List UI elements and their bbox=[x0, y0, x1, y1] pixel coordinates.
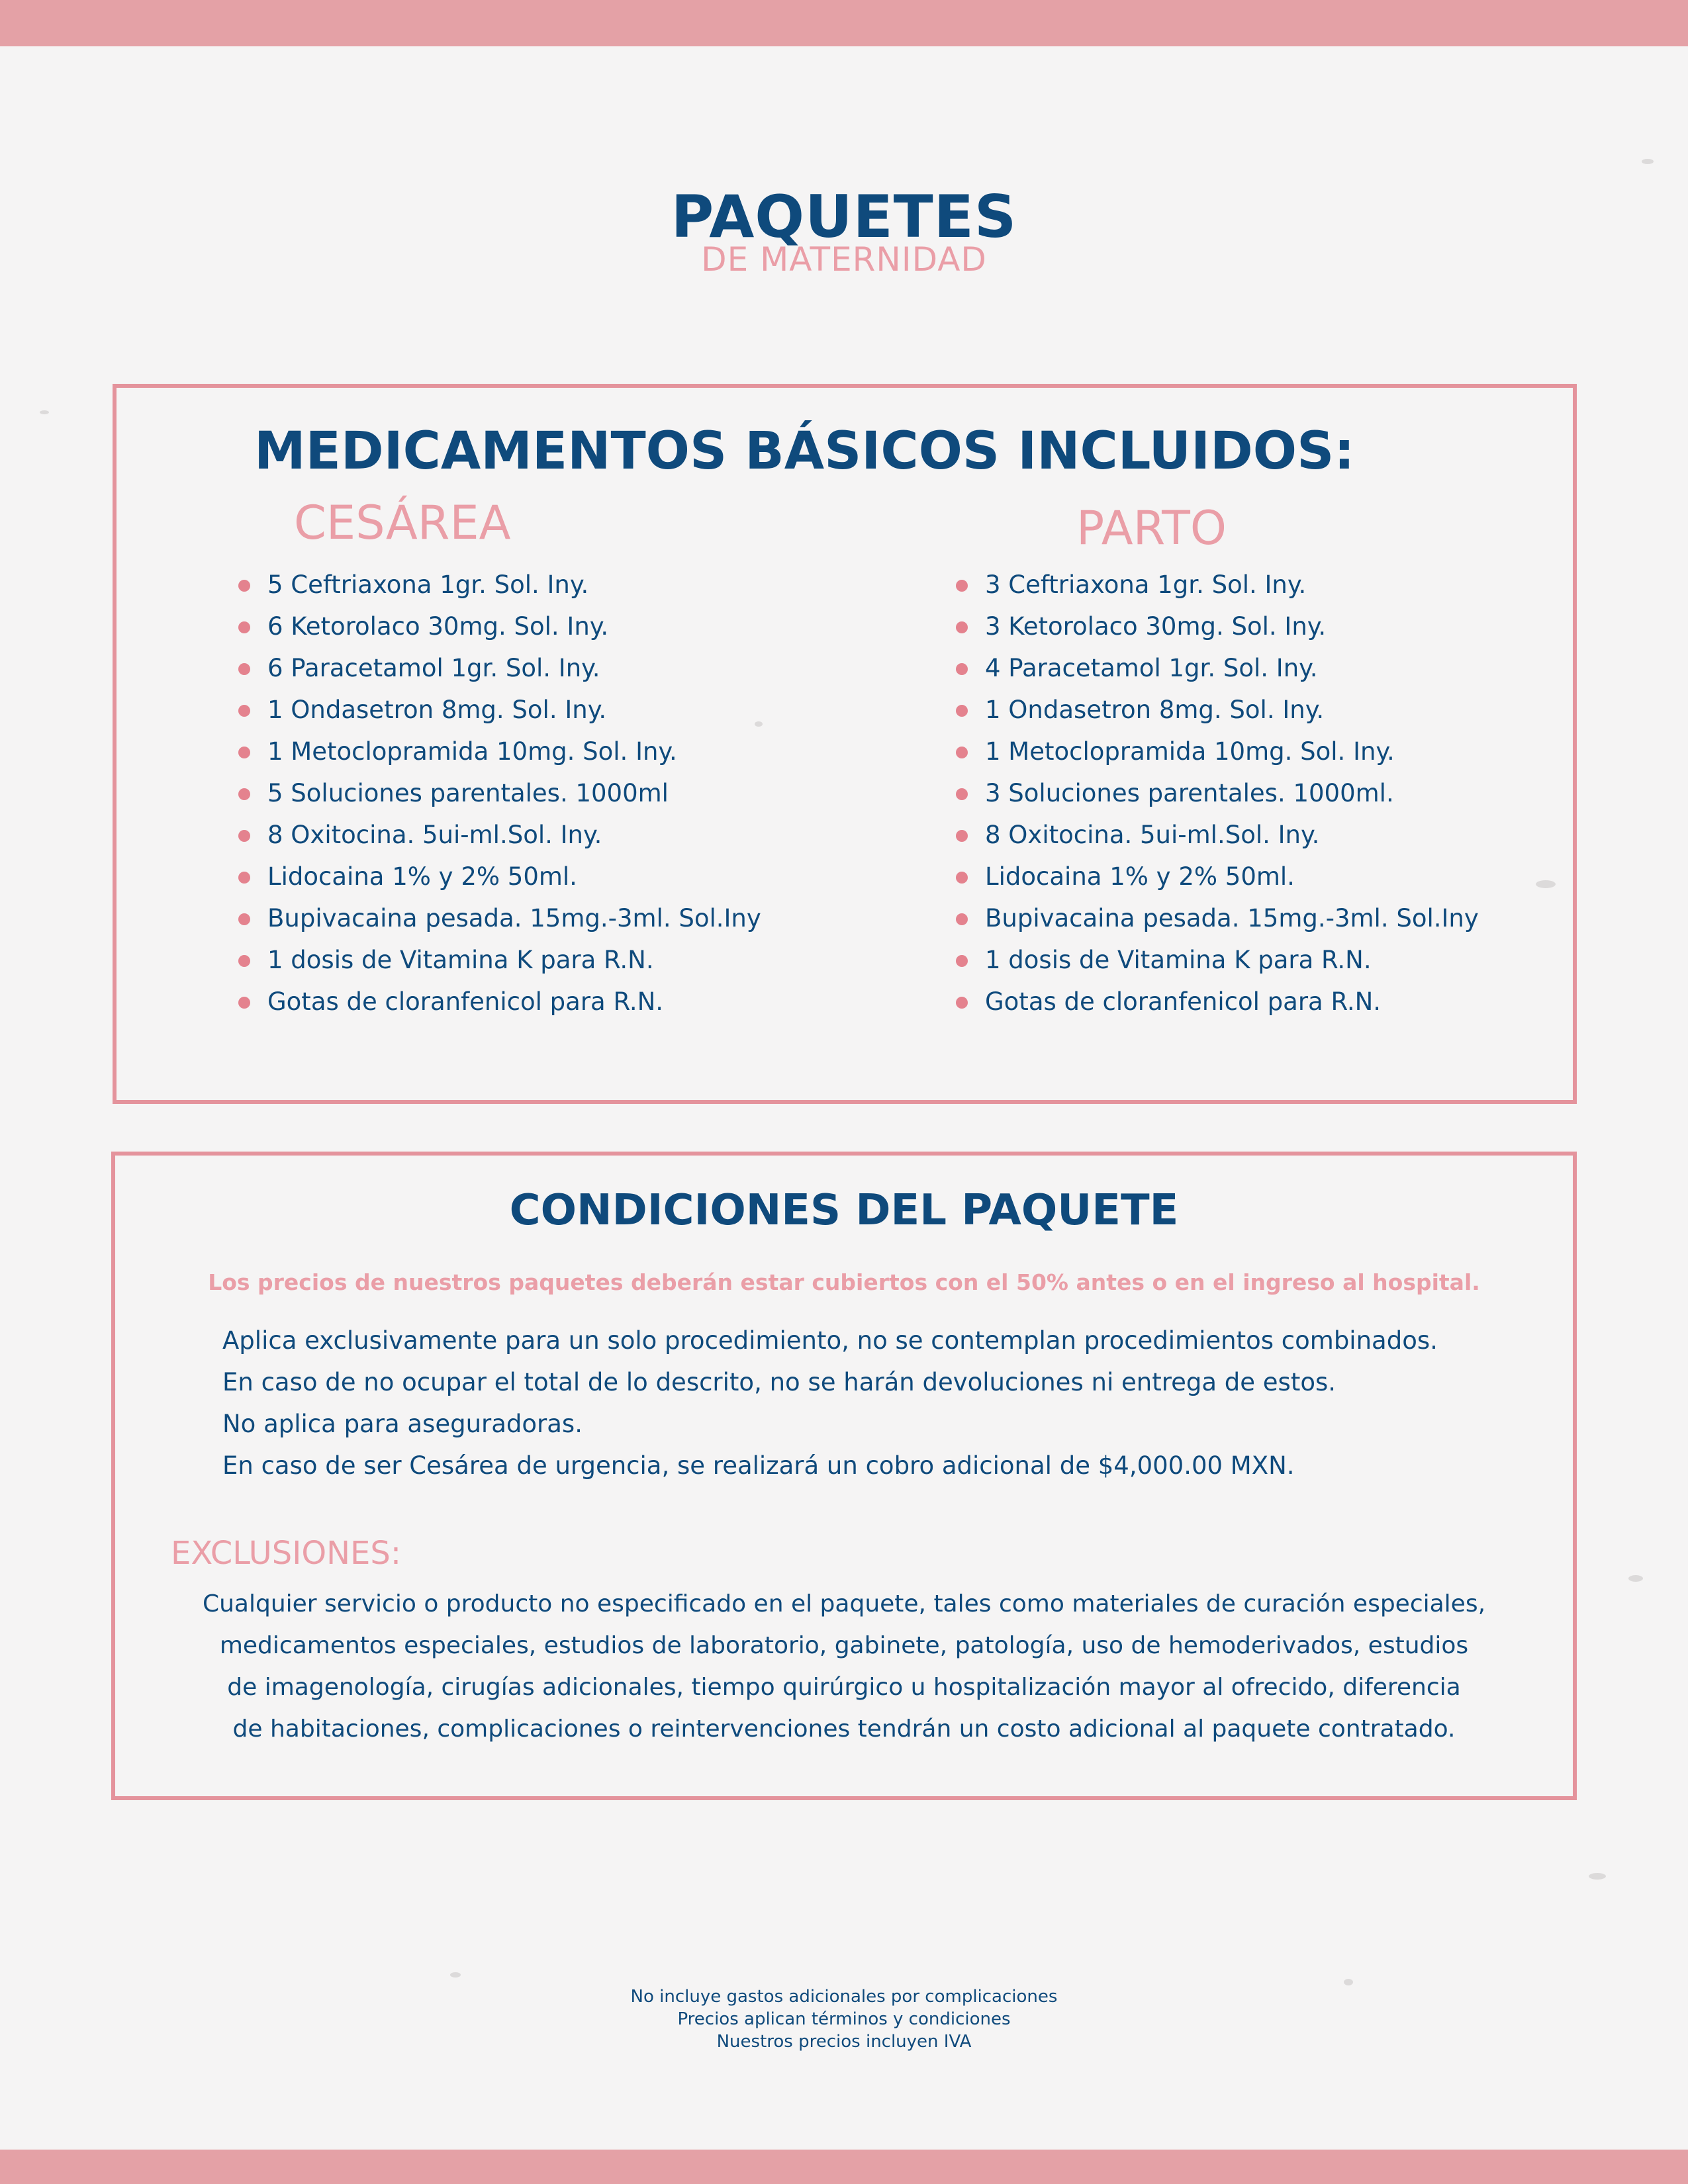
bullet-dot-icon bbox=[238, 788, 250, 800]
conditions-heading: CONDICIONES DEL PAQUETE bbox=[509, 1186, 1179, 1235]
bullet-dot-icon bbox=[238, 747, 250, 758]
paper-speck bbox=[1628, 1575, 1643, 1582]
bullet-dot-icon bbox=[956, 580, 968, 592]
bullet-dot-icon bbox=[956, 830, 968, 842]
exclusions-paragraph bbox=[146, 1583, 1542, 1750]
condition-line: En caso de ser Cesárea de urgencia, se realizará un cobro adicional de $4,000.00 MXN. bbox=[222, 1451, 1295, 1480]
bullet-dot-icon bbox=[238, 580, 250, 592]
parto-column-title: PARTO bbox=[1076, 501, 1227, 555]
list-item bbox=[238, 692, 761, 733]
bullet-dot-icon bbox=[238, 872, 250, 884]
list-item bbox=[238, 733, 761, 775]
condition-line: No aplica para aseguradoras. bbox=[222, 1410, 583, 1438]
title-paquetes: PAQUETES bbox=[671, 183, 1017, 251]
paper-speck bbox=[1642, 159, 1654, 164]
exclusion-line: medicamentos especiales, estudios de laboratorio, gabinete, patología, uso de hemoderivados, estudios bbox=[219, 1632, 1469, 1659]
bullet-dot-icon bbox=[956, 621, 968, 633]
bullet-dot-icon bbox=[238, 955, 250, 967]
list-item bbox=[238, 608, 761, 650]
list-item bbox=[238, 567, 761, 608]
exclusion-line: Cualquier servicio o producto no especificado en el paquete, tales como materiales de curación especiales, bbox=[202, 1590, 1486, 1617]
bottom-decorative-bar bbox=[0, 2150, 1688, 2184]
list-item bbox=[956, 608, 1479, 650]
list-item-text: 1 Metoclopramida 10mg. Sol. Iny. bbox=[267, 737, 677, 766]
bullet-dot-icon bbox=[956, 747, 968, 758]
list-item bbox=[956, 858, 1479, 900]
bullet-dot-icon bbox=[956, 955, 968, 967]
list-item-text: Gotas de cloranfenicol para R.N. bbox=[985, 987, 1382, 1016]
list-item bbox=[238, 983, 761, 1025]
parto-medication-list bbox=[956, 567, 1479, 1025]
list-item-text: 1 Metoclopramida 10mg. Sol. Iny. bbox=[985, 737, 1395, 766]
list-item bbox=[956, 692, 1479, 733]
exclusion-line: de habitaciones, complicaciones o reintervenciones tendrán un costo adicional al paquete contratado. bbox=[232, 1715, 1456, 1743]
bullet-dot-icon bbox=[956, 997, 968, 1009]
footer-line: Precios aplican términos y condiciones bbox=[677, 2009, 1011, 2029]
list-item-text: 5 Soluciones parentales. 1000ml bbox=[267, 779, 669, 807]
list-item-text: 1 Ondasetron 8mg. Sol. Iny. bbox=[985, 696, 1325, 724]
list-item bbox=[238, 942, 761, 983]
list-item-text: Bupivacaina pesada. 15mg.-3ml. Sol.Iny bbox=[985, 904, 1479, 933]
payment-highlight: Los precios de nuestros paquetes deberán estar cubiertos con el 50% antes o en el ingreso al hospital. bbox=[208, 1269, 1480, 1295]
page-title bbox=[0, 184, 1688, 278]
bullet-dot-icon bbox=[956, 872, 968, 884]
paper-speck bbox=[1589, 1873, 1606, 1880]
title-de-maternidad: DE MATERNIDAD bbox=[701, 240, 987, 279]
list-item bbox=[238, 650, 761, 692]
conditions-list bbox=[222, 1320, 1438, 1486]
list-item-text: 3 Ceftriaxona 1gr. Sol. Iny. bbox=[985, 570, 1307, 599]
bullet-dot-icon bbox=[238, 830, 250, 842]
paper-speck bbox=[1344, 1979, 1353, 1985]
paper-speck bbox=[40, 410, 49, 414]
bullet-dot-icon bbox=[238, 913, 250, 925]
list-item bbox=[956, 650, 1479, 692]
bullet-dot-icon bbox=[238, 621, 250, 633]
list-item bbox=[956, 733, 1479, 775]
list-item bbox=[238, 817, 761, 858]
list-item-text: 6 Ketorolaco 30mg. Sol. Iny. bbox=[267, 612, 609, 641]
list-item-text: 6 Paracetamol 1gr. Sol. Iny. bbox=[267, 654, 600, 682]
list-item bbox=[956, 817, 1479, 858]
condition-line: En caso de no ocupar el total de lo descrito, no se harán devoluciones ni entrega de estos. bbox=[222, 1368, 1336, 1396]
paper-speck bbox=[450, 1972, 461, 1978]
condition-line: Aplica exclusivamente para un solo procedimiento, no se contemplan procedimientos combinados. bbox=[222, 1326, 1438, 1355]
list-item-text: 4 Paracetamol 1gr. Sol. Iny. bbox=[985, 654, 1318, 682]
list-item-text: Bupivacaina pesada. 15mg.-3ml. Sol.Iny bbox=[267, 904, 761, 933]
list-item bbox=[238, 900, 761, 942]
list-item-text: 8 Oxitocina. 5ui-ml.Sol. Iny. bbox=[267, 821, 602, 849]
bullet-dot-icon bbox=[956, 663, 968, 675]
list-item-text: Lidocaina 1% y 2% 50ml. bbox=[985, 862, 1295, 891]
footer-notes bbox=[0, 1985, 1688, 2053]
list-item-text: 3 Soluciones parentales. 1000ml. bbox=[985, 779, 1394, 807]
list-item-text: 3 Ketorolaco 30mg. Sol. Iny. bbox=[985, 612, 1327, 641]
bullet-dot-icon bbox=[238, 997, 250, 1009]
list-item-text: 1 dosis de Vitamina K para R.N. bbox=[267, 946, 654, 974]
list-item-text: 1 Ondasetron 8mg. Sol. Iny. bbox=[267, 696, 607, 724]
list-item bbox=[956, 775, 1479, 817]
list-item bbox=[956, 942, 1479, 983]
bullet-dot-icon bbox=[956, 913, 968, 925]
list-item bbox=[238, 858, 761, 900]
bullet-dot-icon bbox=[238, 663, 250, 675]
medications-heading: MEDICAMENTOS BÁSICOS INCLUIDOS: bbox=[254, 422, 1355, 481]
list-item-text: 1 dosis de Vitamina K para R.N. bbox=[985, 946, 1372, 974]
list-item bbox=[238, 775, 761, 817]
list-item-text: 5 Ceftriaxona 1gr. Sol. Iny. bbox=[267, 570, 589, 599]
exclusions-heading: EXCLUSIONES: bbox=[171, 1535, 401, 1572]
list-item bbox=[956, 900, 1479, 942]
top-decorative-bar bbox=[0, 0, 1688, 46]
cesarea-column-title: CESÁREA bbox=[294, 496, 511, 550]
bullet-dot-icon bbox=[956, 788, 968, 800]
list-item bbox=[956, 983, 1479, 1025]
list-item-text: Gotas de cloranfenicol para R.N. bbox=[267, 987, 664, 1016]
list-item-text: 8 Oxitocina. 5ui-ml.Sol. Iny. bbox=[985, 821, 1320, 849]
bullet-dot-icon bbox=[956, 705, 968, 717]
list-item bbox=[956, 567, 1479, 608]
footer-line: No incluye gastos adicionales por complicaciones bbox=[630, 1987, 1058, 2007]
cesarea-medication-list bbox=[238, 567, 761, 1025]
exclusion-line: de imagenología, cirugías adicionales, tiempo quirúrgico u hospitalización mayor al ofrecido, diferencia bbox=[227, 1674, 1461, 1701]
bullet-dot-icon bbox=[238, 705, 250, 717]
footer-line: Nuestros precios incluyen IVA bbox=[716, 2032, 972, 2052]
list-item-text: Lidocaina 1% y 2% 50ml. bbox=[267, 862, 577, 891]
